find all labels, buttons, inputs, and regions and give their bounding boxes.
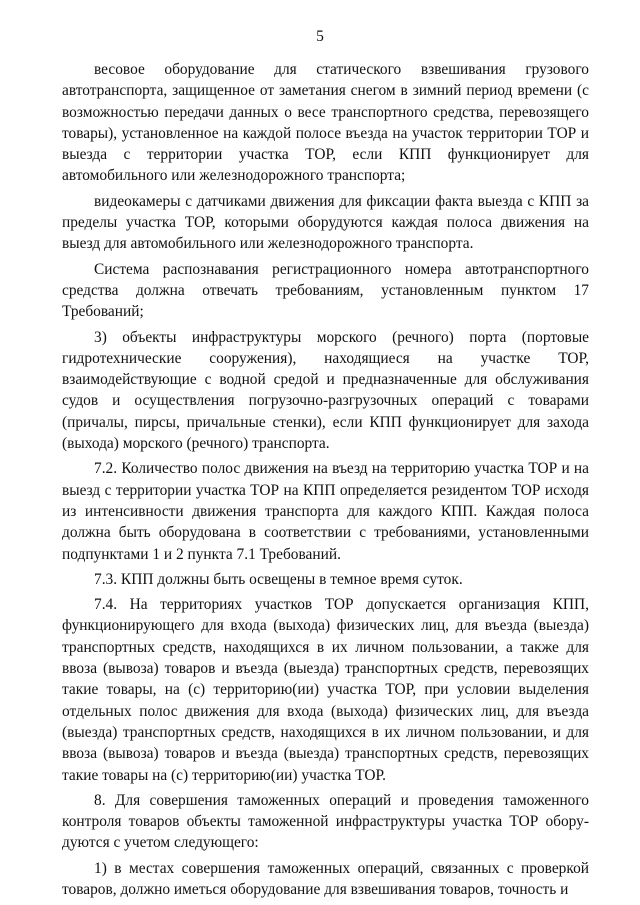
paragraph-port-infrastructure: 3) объекты инфраструктуры морского (речного) порта (портовые гидротехнические сооружения), находящиеся на участке ТОР, взаимодействующие с водной средой и предназначенные для обслуживания судов и осуществления погрузочно-разгрузочных операций с товарами (причалы, пирсы, причальные стенки), если КПП функционирует для захода (выхода) морского (речного) транспорта. [62,328,589,453]
paragraph-8-1: 1) в местах совершения таможенных операций, связанных с проверкой товаров, должно иметься оборудование для взвешивания товаров, точность и [62,859,589,898]
paragraph-7-3: 7.3. КПП должны быть освещены в темное время суток. [94,570,463,588]
paragraph-scales-equipment: весовое оборудование для статического взвешивания грузового автотранспорта, защищенное от заметания снегом в зимний период времени (с возможностью передачи данных о весе транспортного средства, перевозящего товары), установленное на каждой полосе въезда на участок территории ТОР и выезда с территории участка ТОР, если КПП функционирует для автомобильного или железнодорожного транспорта; [62,61,589,185]
paragraph-plate-recognition: Система распознавания регистрационного номера автотранспортного средства должна отвечать требованиям, установленным пунктом 17 Требований; [62,260,589,321]
paragraph-video-cameras: видеокамеры с датчиками движения для фиксации факта выезда с КПП за пределы участка ТОР, которыми оборудуются каждая полоса движения на выезд для автомобильного или железнодорожного транспорта. [62,192,589,253]
paragraph-7-2: 7.2. Количество полос движения на въезд на территорию участка ТОР и на выезд с территории участка ТОР на КПП определяется резидентом ТОР исходя из интенсивности движения транспорта для каждого КПП. Каждая полоса должна быть оборудована в соответствии с требованиями, установленными подпунктами 1 и 2 пункта 7.1 Требований. [62,460,589,563]
page-number: 5 [316,28,324,45]
document-body [62,59,589,904]
paragraph-8: 8. Для совершения таможенных операций и проведения таможенного контроля товаров объекты таможенной инфраструктуры участка ТОР оборудуются с учетом следующего: [62,791,589,852]
paragraph-7-4: 7.4. На территориях участков ТОР допускается организация КПП, функционирующего для входа (выхода) физических лиц, для въезда (выезда) транспортных средств, находящихся в их личном пользовании, а также для ввоза (вывоза) товаров и въезда (выезда) транспортных средств, перевозящих такие товары, на (с) территорию(ии) участка ТОР, при условии выделения отдельных полос движения для входа (выхода) физических лиц, для въезда (выезда) транспортных средств, находящихся в их личном пользовании, и для ввоза (вывоза) товаров и въезда (выезда) транспортных средств, перевозящих такие товары на (с) территорию(ии) участка ТОР. [62,596,589,784]
